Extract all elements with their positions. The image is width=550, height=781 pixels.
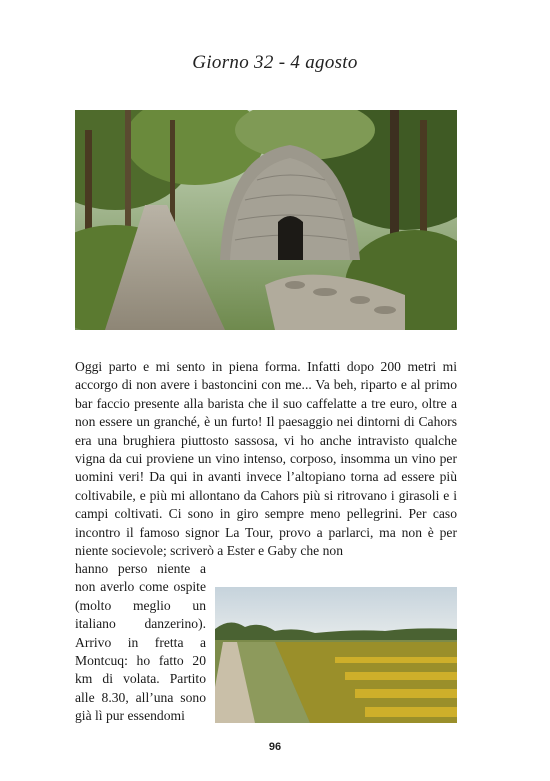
page-number: 96	[268, 741, 282, 753]
stone-hut-photo	[75, 110, 457, 330]
chapter-title: Giorno 32 - 4 agosto	[192, 52, 358, 73]
main-paragraph: Oggi parto e mi sento in piena forma. Infatti dopo 200 metri mi accorgo di non avere i bastoncini con me... Va beh, riparto e al primo bar faccio presente alla barista che il suo caffelatte a tre euro, oltre a non essere un granché, è un furto! Il paesaggio nei dintorni di Cahors era una brughiera piuttosto sassosa, vi ho anche intravisto qualche vigna da cui proviene un vino intenso, corposo, insomma un vino per uomini veri! Da qui in avanti invece l’altopiano torna ad essere più coltivabile, e più mi allontano da Cahors più si ritrovano i girasoli e i campi coltivati. Ci sono in giro sempre meno pellegrini. Per caso incontro il famoso signor La Tour, provo a parlarci, ma non è per niente socievole; scriverò a Ester e Gaby che non	[75, 359, 457, 559]
side-paragraph: hanno perso niente a non averlo come ospite (molto meglio un italiano danzerino). Arrivo in fretta a Montcuq: ho fatto 20 km di volata. Partito alle 8.30, all’una sono già lì pur essendomi	[75, 561, 206, 724]
sunflower-field-photo	[215, 587, 457, 723]
